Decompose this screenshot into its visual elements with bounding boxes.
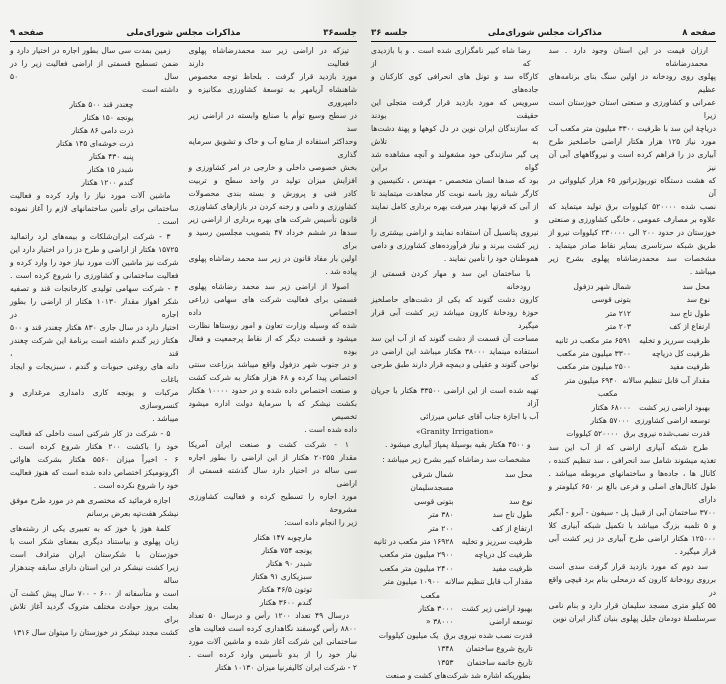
spec-value: ۱۰۹۰۰ میلیون متر مکعب <box>383 577 440 600</box>
text-line: طریق شبکه سرتاسری بسایر نقاط صادر میتماید . <box>548 241 716 250</box>
text-line: اختصاص پیدا کرده و ۶۸ هزار هکتار به شرکت کشت <box>188 373 357 382</box>
spec-row <box>371 522 539 535</box>
paragraph <box>371 267 539 423</box>
text-line: عمرانی و کشاورزی و صنعتی استان خوزستان است زیرا <box>548 98 716 120</box>
text-line: تهیه شده است از این اراضی ۳۳۵۰۰ هکتار با جریان آزاد <box>371 386 539 408</box>
spec-value: ۲۹۰۰ میلیون متر مکعب <box>379 550 454 560</box>
text-line: بعلت بروز حوادث مختلف متروک گردید آغاز تلاش برای <box>10 602 179 624</box>
list-item: یونجه ۱۵۰ هکتار <box>82 113 134 122</box>
text-line: بطوریکه اشاره شد شرکت‌های کشت و صنعت <box>385 671 531 681</box>
text-line: داشته است <box>141 85 179 94</box>
spec-value: ۵۲۰۰۰۰ کیلووات <box>566 429 619 439</box>
text-line: تیزکه در اراضی زیر سد محمدرضاشاه پهلوی فعالیت دارند <box>188 46 349 68</box>
spec-row <box>371 508 539 521</box>
text-line: قسمتی برای فعالیت شرکت های سهامی زراعی اختصاص داده <box>188 295 357 317</box>
text-line: ۶ - اخیراً میزان ۵۵۶۰ هکتار بشرکت هاوائی <box>10 455 179 464</box>
text-line: مشخصات سد محمدرضاشاه پهلوی بشرح زیر <box>548 254 716 263</box>
spec-row <box>371 535 539 548</box>
text-line: که هشت دستگاه توربوژنراتور ۶۵ هزار کیلوواتی در آن <box>548 176 717 198</box>
text-line: کارگر شبانه روز باسه نوبت کار مجاهدت میتمایند تا <box>371 189 539 198</box>
text-line: طرح شبکه آبیاری اراضی که از آب این سد <box>548 442 708 452</box>
text-line: نواحی گتوند و عقیلی و دیمچه قرار دارند طبق طرحی که <box>371 360 539 382</box>
text-line: شرکت نیز ماشین آلات مورد نیاز خود را وارد کرده و <box>10 258 179 267</box>
text-line: ضمن تسطیح قسمتی از اراضی فعالیت زیر را در سال ۵۰ <box>10 59 179 81</box>
spec-value: ۳۸۰ متر <box>428 510 454 520</box>
spec-value: بتونی قوسی <box>591 295 631 305</box>
text-line: نیاز خود را از بدو تأسیس وارد کرده است . <box>188 650 357 659</box>
text-line: نصب شده ۵۲۰۰۰۰ کیلووات برق تولید میتماید که <box>548 202 716 211</box>
spec-value: بتونی قوسی <box>414 496 454 506</box>
text-line: سدها در ششم خرداد ۴۷ بتصویب مجلسین رسید و برای <box>188 228 357 250</box>
spec-table <box>371 468 539 669</box>
spec-label: ظرفیت سرریز و تخلیه <box>639 335 710 345</box>
text-line: قرار میگیرد . <box>674 546 716 556</box>
paragraph <box>10 494 179 520</box>
spec-row <box>549 360 717 373</box>
page-header <box>10 27 357 42</box>
paragraph <box>10 189 179 228</box>
column-left <box>10 44 179 676</box>
text-line: کانال ها ، جاده‌ها و ساختمانهای مربوطه میباشد . <box>548 468 716 478</box>
session-number: جلسه۳۶ <box>323 28 357 38</box>
spec-row <box>371 615 539 628</box>
text-line: و در جنوب شهر دزفول واقع میباشد بزراعت سنتی <box>188 360 357 369</box>
spec-label: تاریخ خاتمه ساختمان <box>467 657 533 667</box>
text-line: «Granity Irrigation» <box>415 427 494 436</box>
spec-table <box>549 280 717 441</box>
text-line: سرویس که مورد بازدید قرار گرفت متجلی این حقیقت بودند <box>371 98 539 120</box>
text-line: بود که صدها انسان متخصص - مهندس ، تکنیسین و <box>371 176 539 185</box>
spec-label: ارتفاع از کف <box>491 523 533 533</box>
list-item: شبدر ۹۰ هکتار <box>266 559 312 568</box>
text-line: ماشین آلات مورد نیاز را وارد کرده و فعالیت <box>10 191 171 200</box>
spec-row <box>549 427 717 440</box>
text-line: مورد بازدید قرار گرفت . بلحاظ توجه مخصوص <box>188 72 357 81</box>
spec-label: ظرفیت مفید <box>492 563 533 573</box>
list-item: ذرت دامی ۸۶ هکتار <box>71 126 134 135</box>
text-line: سرسلسلهٔ دودمان جلیل پهلوی بنیان گذار ایران نوین <box>552 613 716 623</box>
spec-row <box>549 334 717 347</box>
spec-label: نوع سد <box>686 295 710 305</box>
text-line: تغذیه میشوند شامل سد انحرافی ، سد تنظیم کننده ، <box>548 455 716 465</box>
text-line: و ۴۵۰۰ هکتار بقیه بوسیلهٔ پمپاژ آبیاری میشود . <box>385 440 531 449</box>
text-line: ۱۵۷۲۵ هکتار از اراضی و طرح دز را در اختیار دارد این <box>10 245 179 254</box>
text-line: بکشت نیشکر که با سرمایهٔ دولت اداره میشود تخصیص <box>188 399 357 421</box>
text-line: دریاچهٔ این سد با ظرفیت ۳۳۰۰ میلیون متر مکعب آب <box>548 124 716 133</box>
paragraph <box>10 230 179 425</box>
text-line: کارون دشت گتوند که یکی از دشت‌های حاصلخیز <box>371 295 539 304</box>
list-item: یونجه ۷۵۴ هکتار <box>261 546 312 555</box>
list-item: گندم ۱۲۰۰ هکتار <box>81 178 134 187</box>
text-line: وحداکثر استفاده از منابع آب و خاک و تشویق سرمایه گذاری <box>188 137 357 159</box>
spec-row <box>371 562 539 575</box>
text-line: است و متأسفانه از ۶۰۰ - ۷۰۰ سال پیش کشت آن <box>10 589 179 598</box>
text-line: اولین بار مفاد قانون در زیر سد محمد رضاشاه پهلوی <box>188 254 357 263</box>
text-line: علاوه بر مصارف عمومی ، خانگی کشاورزی و صنعتی <box>548 215 716 224</box>
text-columns <box>371 44 716 684</box>
page-number: صفحه ۹ <box>10 28 44 38</box>
spec-row <box>371 602 539 615</box>
list-item: پنبه ۴۳۰ هکتار <box>89 152 134 161</box>
paragraph <box>189 280 358 436</box>
text-line: اصولا از اراضی زیر سد محمد رضاشاه پهلوی <box>188 282 349 291</box>
spec-label: ظرفیت سرریز و تخلیه <box>461 537 533 547</box>
text-line: از آبی که قرنها بهدر میرفت بهره برداری کامل نمایند و از <box>371 202 539 224</box>
spec-value: ۲۱۲ متر <box>605 308 631 318</box>
spec-row <box>371 642 539 655</box>
text-line: است . <box>157 217 179 226</box>
paragraph <box>189 438 358 529</box>
spec-label: طول تاج سد <box>670 308 710 318</box>
text-line: زیر کشت ببرند و نیاز فرآورده‌های کشاورزی و دامی <box>371 241 539 250</box>
running-title: مذاکرات مجلس شورای‌ملی <box>487 28 603 38</box>
spec-label: طول تاج سد <box>492 510 533 520</box>
text-line: با ساختمان این سد و مهار کردن قسمتی از رودخانه <box>371 269 531 291</box>
text-line: مورد نیاز ۱۲۵ هزار هکتار اراضی حاصلخیز طرح <box>548 137 716 146</box>
page-header <box>371 27 716 42</box>
crop-list <box>10 98 179 189</box>
text-line: شده که وسیله وزارت تعاون و امور روستاها نظارت <box>188 321 357 330</box>
paragraph <box>10 44 179 96</box>
spec-label: محل سد <box>682 282 710 291</box>
text-line: پیاده شد . <box>325 267 357 276</box>
text-line: پی گیر سازندگی خود مشغولند و آنچه مشاهده شد گواه براین <box>371 150 539 172</box>
text-line: ۸۸۰۰ رأس گوسفند نگاهداری کرده است فعالیت های <box>188 624 357 633</box>
list-item: چغندر قند ۵۰۰ هکتار <box>69 100 134 109</box>
spec-value: ۱۳۵۳ <box>437 657 454 667</box>
text-line: درسال ۴۹ تعداد ۱۲۰۰ رأس و درسال ۵۰ تعداد <box>188 611 349 620</box>
text-line: شکر اهواز مقدار ۱۰۱۳۰ هکتار از اراضی را بطور اجاره در <box>10 297 179 319</box>
running-title: مذاکرات مجلس شورای‌ملی <box>126 28 241 38</box>
spec-label: بهبود اراضی زیر کشت <box>639 402 710 412</box>
paragraph <box>371 425 539 438</box>
spec-label: ظرفیت کل دریاچه <box>651 349 710 359</box>
crop-list <box>189 531 358 609</box>
spec-value: ۱۶۹۲۸ متر مکعب در ثانیه <box>373 537 454 547</box>
spec-row <box>549 320 717 333</box>
text-line: استفاده مینماید ۳۸۰۰۰ هکتار میباشد این اراضی در <box>371 347 539 356</box>
text-line: ۱ - شرکت کشت و صنعت ایران آمریکا <box>188 440 349 449</box>
text-line: کشاورزی و دامی و رخنه کردن در بازارهای کشاورزی <box>188 202 357 211</box>
text-line: رضا شاه کبیر نامگزاری شده است . و با بازدیدی که از <box>371 46 531 68</box>
paragraph <box>371 453 539 466</box>
page-number: صفحه ۸ <box>682 28 716 38</box>
text-line: و ۵ تلمبه بزرگ میباشد با تکمیل شبکه آبیاری کلا <box>548 520 716 530</box>
text-line: اجازه فرمائید که مختصری هم در مورد طرح موفق <box>10 496 171 505</box>
spec-value: ۲۰۰ متر <box>428 523 454 533</box>
text-line: خوزستان با شکرستان ایران مترادف است <box>10 550 179 559</box>
spec-row <box>371 548 539 561</box>
text-line: که سازندگان ایران نوین در دل کوهها و پهنهٔ دشت‌ها به تلاش <box>371 124 539 146</box>
spec-value: ۶۸۰۰۰ هکتار <box>591 402 631 412</box>
spec-label: ظرفیت کل دریاچه <box>474 550 533 560</box>
text-line: بخش خصوصی داخلی و خارجی در امر کشاورزی و <box>188 163 357 172</box>
spec-value: ۳۰۰۰ هکتار <box>418 604 454 614</box>
spec-row <box>371 629 539 642</box>
spec-value: ۲۴۰۰ میلیون متر مکعب <box>379 563 454 573</box>
text-line: طول کانال‌های اصلی و فرعی بالغ بر ۶۵۰ کیلومتر و دارای <box>548 481 717 504</box>
text-line: زبان پهلوی و بیاستناد دیگری بمعنای شکر است با <box>10 537 179 546</box>
spec-row <box>371 495 539 508</box>
spec-value: شمال شهر دزفول <box>573 282 631 291</box>
spec-row <box>549 347 717 360</box>
spec-label: محل سد <box>505 470 533 479</box>
text-line: سی ساله در اختیار دارد سال گذشته قسمتی از اراضی <box>188 466 357 488</box>
text-line: زیر را انجام داده است: <box>284 518 357 527</box>
spec-value: یک میلیون کیلووات <box>378 630 439 640</box>
text-line: کشت مجدد نیشکر در خوزستان را میتوان سال ۱۳۱۶ <box>13 628 179 637</box>
spec-label: قدرت نصب‌شده نیروی برق <box>623 429 710 439</box>
text-line: ۵ - شرکت دز کار شرکتی است داخلی که فعالیت <box>10 429 171 438</box>
text-line: دانه های روغنی حبوبات و گندم ، سبزیجات و ایجاد باغات <box>10 362 179 384</box>
left-page <box>0 0 363 672</box>
spec-row <box>549 307 717 320</box>
text-line: ۳ - شرکت ایران‌شلکات و بیمه‌های لرد راتمالید <box>10 232 171 241</box>
text-line: کارگاه سد و تونل های انحرافی کوی کارکنان و جاده‌های <box>371 72 539 94</box>
text-line: مشخصات سد رضاشاه کبیر بشرح زیر میباشد : <box>382 455 531 464</box>
text-line: ساختمانی برای تأمین ساختمانهای لازم را آغاز نموده <box>10 204 179 213</box>
column-right <box>189 44 358 676</box>
text-line: میباشد . <box>152 414 179 423</box>
list-item: سبزیکاری ۹۱ هکتار <box>251 572 312 581</box>
spec-value: ۳۳۰۰ میلیون متر مکعب <box>556 349 631 359</box>
paragraph <box>371 438 539 451</box>
column-right <box>549 44 717 684</box>
text-line: ۳۷۰۰ ساختمان آبی از قبیل پل - سیفون - آبرو - آبگیر <box>548 507 716 517</box>
text-line: مورد اجاره را تسطیح کرده و فعالیت کشاورزی مشروحهٔ <box>188 492 357 514</box>
paragraph <box>549 441 717 558</box>
text-line: کادر فنی و پرورش و بسته بندی محصولات <box>188 189 357 198</box>
spec-value: ۲۵۰۰ میلیون متر مکعب <box>556 362 631 372</box>
spec-row <box>371 656 539 669</box>
text-line: میباشد . <box>689 267 716 276</box>
session-number: جلسه ۳۶ <box>371 28 408 38</box>
spec-label: توسعه اراضی <box>489 617 533 627</box>
text-line: اختیار دارد در سال جاری ۸۳۰ هکتار چغندر قند و ۵۰۰ <box>10 323 179 332</box>
list-item: گندم ۳۶۰۰ هکتار <box>259 598 312 607</box>
paragraph <box>549 560 717 625</box>
text-line: آب با اجازهٔ جناب آقای عباس میرزائی <box>419 412 539 421</box>
text-line: برروی رودخانهٔ کارون که درمحلی بنام برد قیچی واقع در <box>548 574 716 597</box>
spec-value: شمال شرقی مسجدسلیمان <box>410 470 454 493</box>
text-line: زمین بمدت سی سال بطور اجاره در اختیار دارد و <box>10 46 171 55</box>
paragraph <box>189 609 358 674</box>
spec-row <box>549 280 717 293</box>
text-line: خود را باکشت ۲۰۰ هکتار شروع کرده است . <box>10 442 179 451</box>
text-line: خوزستان در حدود ۲۰۰ الی ۲۳۰۰۰۰ کیلووات نیرو از <box>548 228 716 237</box>
text-line: کلمهٔ هوز یا خوز که به تعبیری یکی از رشته‌های <box>10 524 171 533</box>
text-line: حوزهٔ رودخانهٔ کارون میباشد زیر کشت آبی قرار میگیرد <box>371 308 539 330</box>
spec-label: قدرت نصب شده نیروی برق <box>443 630 533 640</box>
spec-label: ظرفیت مفید <box>669 362 710 372</box>
text-line: مساحت آن قسمت از دشت گتوند که از آب این سد <box>371 334 539 343</box>
text-line: نیشکر هفت‌تپه بعرض برسانم <box>86 509 179 518</box>
text-line: پهلوی روی رودخانه دز اولین سنگ بنای برنامه‌های عظیم <box>548 72 716 94</box>
text-line: میشود و قسمت دیگر که از نقاط پرجمعیت و فعال بوده <box>188 334 357 356</box>
text-line: ارزان قیمت در این استان وجود دارد . سد محمدرضاشاه <box>548 46 708 68</box>
text-line: ساختمانی این شرکت آغاز شده و ماشین آلات مورد <box>188 637 357 646</box>
text-line: مقدار ۲۰۲۵۵ هکتار از این اراضی را بطور اجاره <box>188 453 357 462</box>
spec-label: توسعه اراضی کشاورزی <box>634 416 710 426</box>
text-line: هموطنان خود را تأمین نمایند . <box>443 254 539 263</box>
spec-row <box>549 374 717 401</box>
spec-label: بهبود اراضی زیر کشت <box>461 604 533 614</box>
spec-label: ارتفاع از کف <box>669 322 710 332</box>
spec-row <box>549 401 717 414</box>
text-line: ۵۵ کیلو متری مسجد سلیمان قرار دارد و بنام نامی <box>548 600 716 610</box>
paragraph <box>371 44 539 265</box>
paragraph <box>10 522 179 639</box>
paragraph <box>10 427 179 492</box>
text-line: زیرا کشت نیشکر در این استان دارای سابقه چندهزار ساله <box>10 563 179 585</box>
spec-value: ۶۵۹۱ متر مکعب در ثانیه <box>555 335 631 345</box>
text-line: قانون تأسیس شرکت های بهره برداری از اراضی زیر <box>188 215 357 224</box>
spec-row <box>549 414 717 427</box>
paragraph <box>549 44 717 278</box>
text-line: ۲ - شرکت ایران کالیفرنیا میزان ۱۰۱۳۰ هکتار <box>215 663 357 672</box>
list-item: توتون ۴۶/۵ هکتار <box>258 585 312 594</box>
spec-value: ۳۸۰۰۰ « <box>426 617 454 627</box>
spec-row <box>371 468 539 495</box>
spec-label: نوع سد <box>509 496 533 506</box>
text-line: ۱۲۵۰۰۰ هکتار اراضی طرح آبیاری دز زیر کشت آبی <box>548 533 716 543</box>
text-line: در سطح وسیع توأم با صنایع وابسته در اراضی زیر سد <box>188 111 357 133</box>
spec-label: مقدار آب قابل تنظیم سالانه <box>444 577 533 587</box>
text-line: افزایش میزان تولید در واحد سطح و تربیت <box>188 176 357 185</box>
spec-value: ۵۷۰۰۰ هکتار <box>590 416 630 426</box>
text-line: نیروی پتانسیل آن استفاده نمایند و اراضی بیشتری را <box>371 228 539 237</box>
paragraph <box>189 44 358 278</box>
spec-value: ۶۹۴۰ میلیون متر مکعب <box>565 375 618 399</box>
column-left <box>371 44 539 684</box>
list-item: شبدر ۱۵ هکتار <box>87 165 134 174</box>
text-line: داده شده است . <box>304 425 357 434</box>
spec-value: ۲۰۳ متر <box>605 322 631 332</box>
spec-label: تاریخ شروع ساختمان <box>465 644 533 654</box>
text-line: خود را شروع نکرده است . <box>93 481 179 490</box>
text-line: اگرونومیکز اختصاص داده شده است که هنوز فعالیت <box>10 468 179 477</box>
paragraph <box>371 669 539 682</box>
text-line: ۴ - شرکت سهامی تولیدی کارخانجات قند و تصفیه <box>10 284 179 293</box>
list-item: ذرت خوشه‌ای ۱۴۵ هکتار <box>56 139 134 148</box>
text-line: شاهنشاه آریامهر به توسعهٔ کشاورزی مکانیزه و دامپروری <box>188 85 357 107</box>
text-line: مرکبات و یونجه کاری دامداری مرغداری و کنسروسازی <box>10 388 179 410</box>
spec-row <box>549 293 717 306</box>
list-item: مارچوبه ۱۴۷ هکتار <box>253 533 312 542</box>
spec-value: ۱۳۴۸ <box>437 644 454 654</box>
text-columns <box>10 44 357 676</box>
text-line: آبیاری دز را فراهم کرده است و نیروگاههای آبی آن نیز <box>548 150 716 172</box>
text-line: هکتار زیر گندم داشته است برنامهٔ این شرکت چغندر قند ، <box>10 336 179 358</box>
spec-label: مقدار آب قابل تنظیم سالانه <box>622 375 710 385</box>
right-page <box>363 0 726 681</box>
text-line: فعالیت ساختمانی و کشاورزی را شروع کرده است . <box>10 271 179 280</box>
text-line: سد دوم که مورد بازدید قرار گرفت سدی است <box>548 561 708 571</box>
spec-row <box>371 575 539 602</box>
text-line: و صنعت اختصاص داده شده و در حدود ۱۰۰۰۰ هکتار <box>188 386 358 395</box>
